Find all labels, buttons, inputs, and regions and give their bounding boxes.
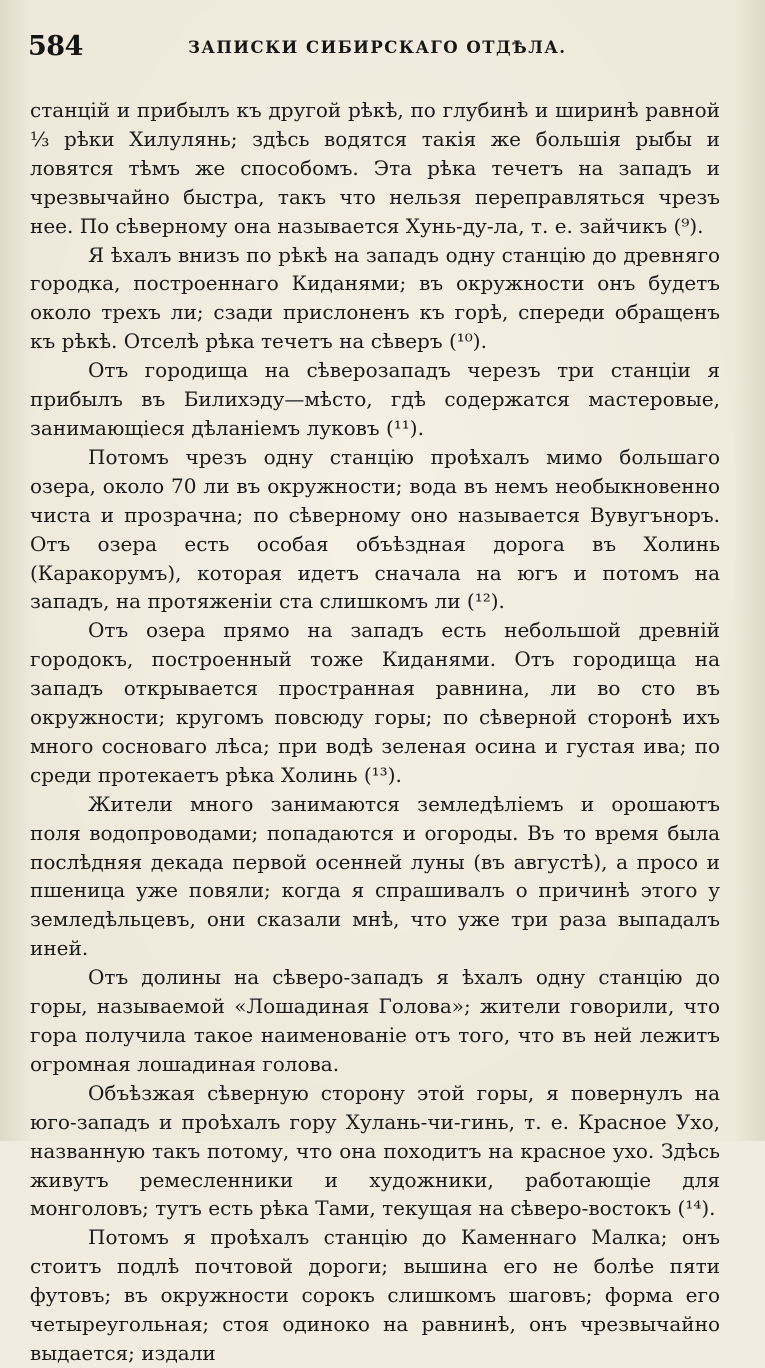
paragraph-3: Отъ городища на сѣверозападъ черезъ три станціи я прибылъ въ Билихэду—мѣсто, гдѣ содержатся мастеровые, занимающіеся дѣланіемъ луковъ (¹¹). bbox=[30, 358, 720, 440]
page-header bbox=[28, 30, 740, 64]
body-text bbox=[30, 96, 720, 1368]
paragraph-1: станцій и прибылъ къ другой рѣкѣ, по глубинѣ и ширинѣ равной ⅓ рѣки Хилулянь; здѣсь водятся такія же большія рыбы и ловятся тѣмъ же способомъ. Эта рѣка течетъ на западъ и чрезвычайно быстра, такъ что нельзя переправляться чрезъ нее. По сѣверному она называется Хунь-ду-ла, т. е. зайчикъ (⁹). bbox=[30, 98, 720, 238]
paragraph-9: Потомъ я проѣхалъ станцію до Каменнаго Малка; онъ стоитъ подлѣ почтовой дороги; вышина его не болѣе пяти футовъ; въ окружности сорокъ слишкомъ шаговъ; форма его четыреугольная; стоя одиноко на равнинѣ, онъ чрезвычайно выдается; издали bbox=[30, 1225, 720, 1365]
paragraph-5: Отъ озера прямо на западъ есть небольшой древній городокъ, построенный тоже Киданями. Отъ городища на западъ открывается пространная равнина, ли во сто въ окружности; кругомъ повсюду горы; по сѣверной сторонѣ ихъ много сосноваго лѣса; при водѣ зеленая осина и густая ива; по среди протекаетъ рѣка Холинь (¹³). bbox=[30, 618, 720, 787]
paragraph-7: Отъ долины на сѣверо-западъ я ѣхалъ одну станцію до горы, называемой «Лошадиная Голова»; жители говорили, что гора получила такое наименованіе отъ того, что въ ней лежитъ огромная лошадиная голова. bbox=[30, 965, 720, 1076]
paragraph-8: Объѣзжая сѣверную сторону этой горы, я повернулъ на юго-западъ и проѣхалъ гору Хулань-чи-гинь, т. е. Красное Ухо, названную такъ потому, что она походитъ на красное ухо. Здѣсь живутъ ремесленники и художники, работающіе для монголовъ; тутъ есть рѣка Тами, текущая на сѣверо-востокъ (¹⁴). bbox=[30, 1080, 720, 1221]
running-title: ЗАПИСКИ СИБИРСКАГО ОТДѢЛА. bbox=[188, 38, 567, 57]
paragraph-6: Жители много занимаются земледѣліемъ и орошаютъ поля водопроводами; попадаются и огороды. Въ то время была послѣдняя декада первой осенней луны (въ августѣ), а просо и пшеница уже повяли; когда я спрашивалъ о причинѣ этого у земледѣльцевъ, они сказали мнѣ, что уже три раза выпадалъ иней. bbox=[30, 791, 720, 961]
page-number: 584 bbox=[28, 31, 83, 62]
paragraph-2: Я ѣхалъ внизъ по рѣкѣ на западъ одну станцію до древняго городка, построеннаго Киданями; въ окружности онъ будетъ около трехъ ли; сзади прислоненъ къ горѣ, спереди обращенъ къ рѣкѣ. Отселѣ рѣка течетъ на сѣверъ (¹⁰). bbox=[30, 242, 720, 354]
paragraph-4: Потомъ чрезъ одну станцію проѣхалъ мимо большаго озера, около 70 ли въ окружности; вода въ немъ необыкновенно чиста и прозрачна; по сѣверному оно называется Вувугънoръ. Отъ озера есть особая объѣздная дорога въ Холинь (Каракорумъ), которая идетъ сначала на югъ и потомъ на западъ, на протяженіи ста слишкомъ ли (¹²). bbox=[30, 444, 720, 614]
